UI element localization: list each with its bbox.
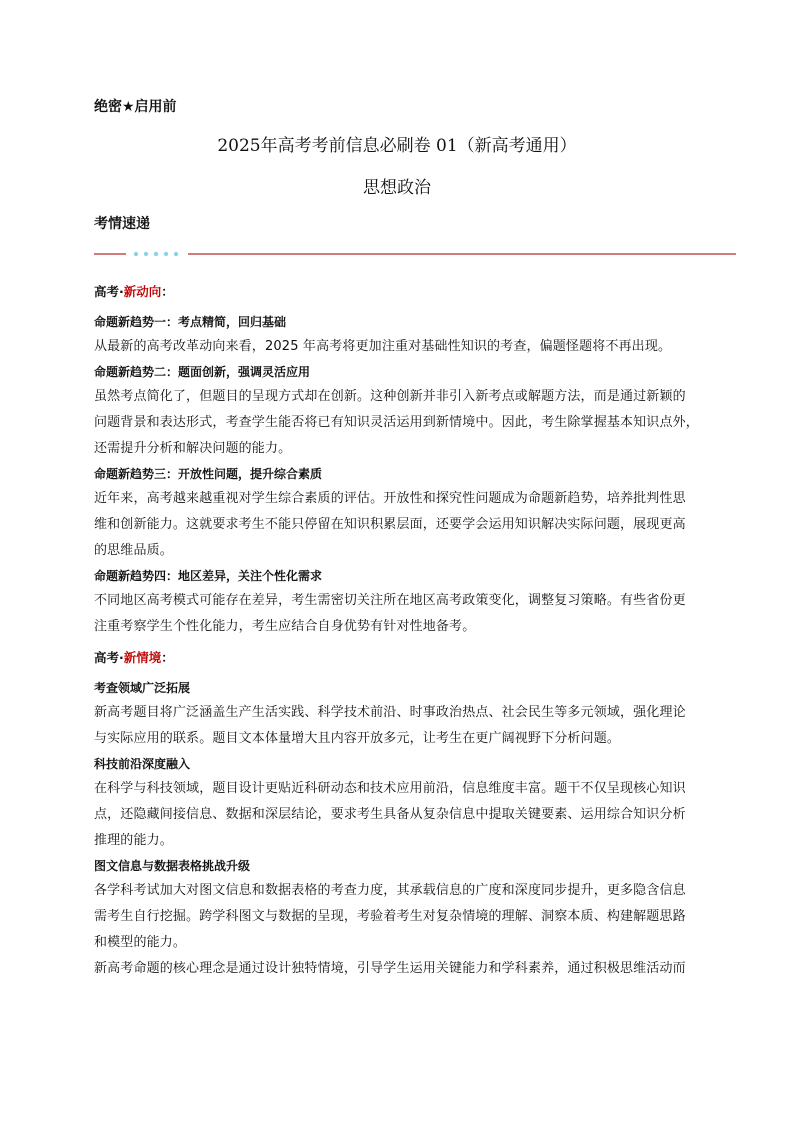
divider-dot <box>154 252 158 256</box>
new-context-label <box>94 648 719 668</box>
trend-block <box>94 360 719 462</box>
subject-title: 思想政治 <box>363 178 431 198</box>
paragraph-line: 推理的能力。 <box>94 833 173 848</box>
paper-title: 2025年高考考前信息必刷卷 01（新高考通用） <box>217 136 577 156</box>
trend-title: 命题新趋势一：考点精简，回归基础 <box>94 315 287 329</box>
paragraph-line: 新高考题目将广泛涵盖生产生活实践、科学技术前沿、时事政治热点、社会民生等多元领域，强化理论 <box>94 705 686 720</box>
divider-dot <box>174 252 178 256</box>
divider-dot <box>164 252 168 256</box>
context-block <box>94 854 719 956</box>
paragraph-line: 还需提升分析和解决问题的能力。 <box>94 441 292 456</box>
section-heading: 考情速递 <box>94 216 150 232</box>
divider-dot <box>134 252 138 256</box>
trend-block <box>94 462 719 564</box>
context-title: 科技前沿深度融入 <box>94 757 191 771</box>
paragraph-line: 不同地区高考模式可能存在差异，考生需密切关注所在地区高考政策变化，调整复习策略。有些省份更 <box>94 593 686 608</box>
label-highlight: 新情境 <box>123 650 162 665</box>
paragraph-line: 注重考察学生个性化能力，考生应结合自身优势有针对性地备考。 <box>94 619 476 634</box>
label-prefix: 高考· <box>94 284 124 299</box>
paragraph-line: 近年来，高考越来越重视对学生综合素质的评估。开放性和探究性问题成为命题新趋势，培养批判性思 <box>94 491 686 506</box>
context-title: 图文信息与数据表格挑战升级 <box>94 859 251 873</box>
divider-dot <box>144 252 148 256</box>
label-highlight: 新动向 <box>123 284 162 299</box>
trend-title: 命题新趋势三：开放性问题，提升综合素质 <box>94 467 323 481</box>
paragraph-line: 各学科考试加大对图文信息和数据表格的考查力度，其承载信息的广度和深度同步提升，更多隐含信息 <box>94 883 686 898</box>
context-block <box>94 752 719 854</box>
confidential-label: 绝密★启用前 <box>94 99 177 115</box>
paragraph-line: 需考生自行挖掘。跨学科图文与数据的呈现，考验着考生对复杂情境的理解、洞察本质、构建解题思路 <box>94 909 686 924</box>
content-body <box>94 282 719 982</box>
paragraph-line: 与实际应用的联系。题目文本体量增大且内容开放多元，让考生在更广阔视野下分析问题。 <box>94 731 621 746</box>
closing-paragraph-line: 新高考命题的核心理念是通过设计独特情境，引导学生运用关键能力和学科素养，通过积极思维活动而 <box>94 961 686 976</box>
trend-block <box>94 564 719 640</box>
section-divider <box>94 247 736 261</box>
label-suffix: ： <box>161 284 174 299</box>
label-suffix: ： <box>161 650 174 665</box>
paragraph-line: 虽然考点简化了，但题目的呈现方式却在创新。这种创新并非引入新考点或解题方法，而是通过新颖的 <box>94 389 686 404</box>
trend-title: 命题新趋势四：地区差异，关注个性化需求 <box>94 569 323 583</box>
context-title: 考查领域广泛拓展 <box>94 681 191 695</box>
new-direction-label <box>94 282 719 302</box>
trend-block <box>94 310 719 360</box>
context-block <box>94 676 719 752</box>
paragraph-line: 在科学与科技领域，题目设计更贴近科研动态和技术应用前沿，信息维度丰富。题干不仅呈现核心知识 <box>94 781 686 796</box>
label-prefix: 高考· <box>94 650 124 665</box>
paragraph-line: 和模型的能力。 <box>94 935 187 950</box>
paragraph-line: 问题背景和表达形式，考查学生能否将已有知识灵活运用到新情境中。因此，考生除掌握基本知识点外， <box>94 415 699 430</box>
paragraph-line: 从最新的高考改革动向来看，2025 年高考将更加注重对基础性知识的考查，偏题怪题将不再出现。 <box>94 339 672 354</box>
paragraph-line: 维和创新能力。这就要求考生不能只停留在知识积累层面，还要学会运用知识解决实际问题，展现更高 <box>94 517 686 532</box>
paragraph-line: 的思维品质。 <box>94 543 173 558</box>
trend-title: 命题新趋势二：题面创新，强调灵活应用 <box>94 365 311 379</box>
paragraph-line: 点，还隐藏间接信息、数据和深层结论，要求考生具备从复杂信息中提取关键要素、运用综合知识分析 <box>94 807 686 822</box>
